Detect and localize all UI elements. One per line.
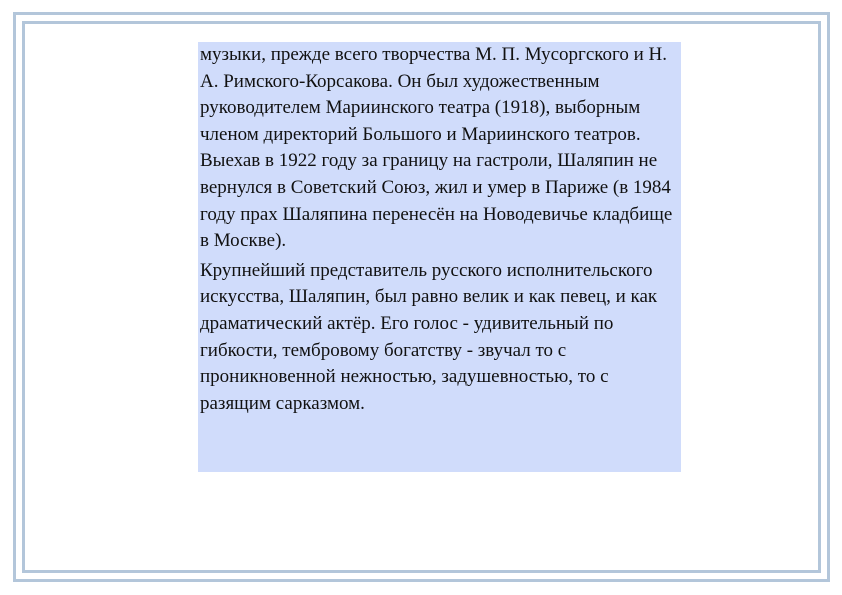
paragraph-chaliapin-biography: музыки, прежде всего творчества М. П. Мусоргского и Н. А. Римского-Корсакова. Он был художественным руководителем Мариинского театра (1918), выборным членом директорий Большого и Мариинского театров. Выехав в 1922 году за границу на гастроли, Шаляпин не вернулся в Советский Союз, жил и умер в Париже (в 1984 году прах Шаляпина перенесён на Новодевичье кладбище в Москве).: [200, 44, 673, 252]
paragraph-chaliapin-art: Крупнейший представитель русского исполнительского искусства, Шаляпин, был равно велик и как певец, и как драматический актёр. Его голос - удивительный по гибкости, тембровому богатству - звучал то с проникновенной нежностью, задушевностью, то с разящим сарказмом.: [200, 259, 658, 414]
text-box: [198, 42, 681, 472]
